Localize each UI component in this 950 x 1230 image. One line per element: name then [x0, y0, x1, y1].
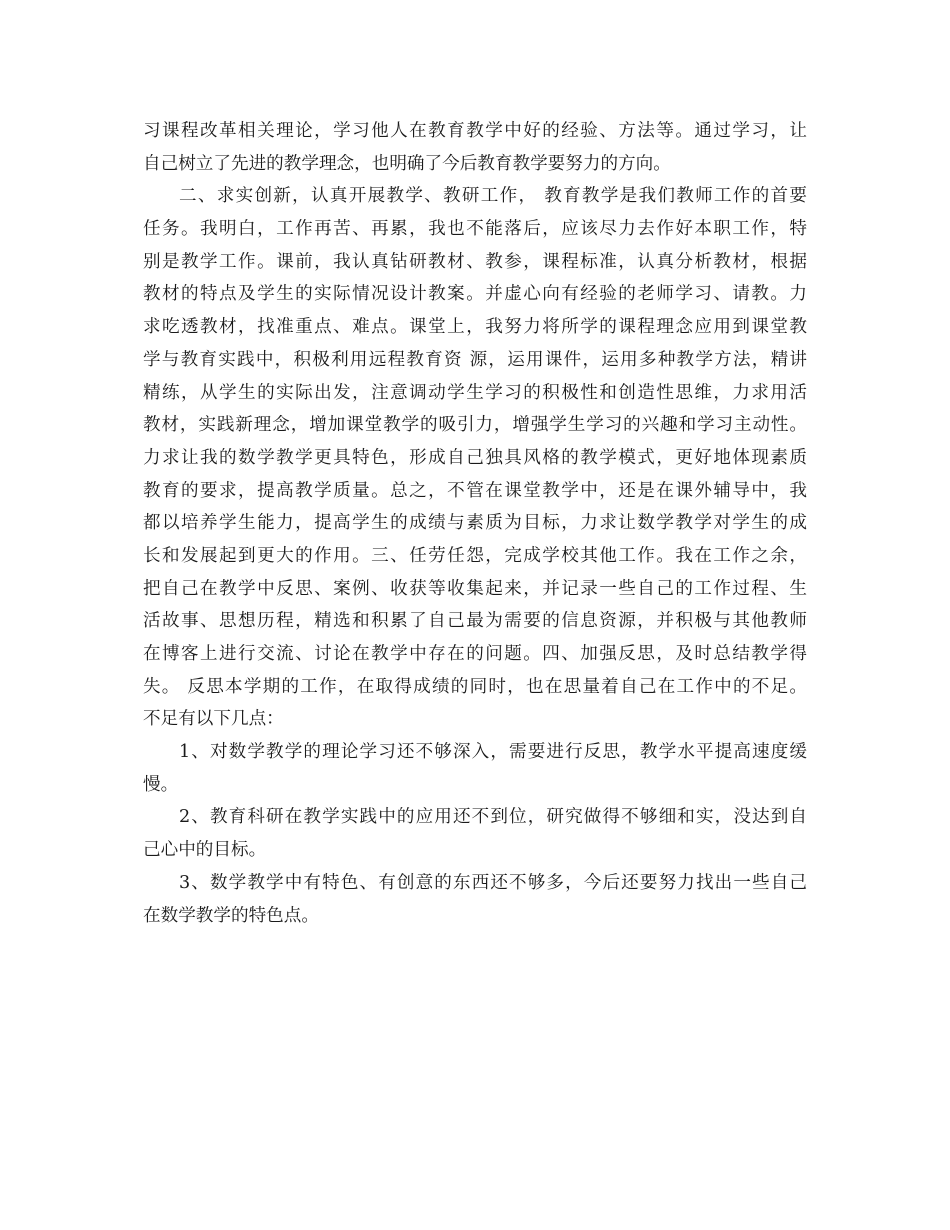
- text-line: 教育的要求，提高教学质量。总之，不管在课堂教学中，还是在课外辅导中，我: [143, 480, 807, 501]
- text-line: 力求让我的数学教学更具特色，形成自己独具风格的教学模式，更好地体现素质: [143, 447, 807, 468]
- text-line: 习课程改革相关理论，学习他人在教育教学中好的经验、方法等。通过学习，让: [143, 121, 807, 141]
- text-line: 任务。我明白，工作再苦、再累，我也不能落后，应该尽力去作好本职工作，特: [143, 219, 807, 240]
- document-body-text: [143, 115, 807, 932]
- text-line: 在博客上进行交流、讨论在教学中存在的问题。四、加强反思，及时总结教学得: [143, 644, 807, 664]
- text-line: 活故事、思想历程，精选和积累了自己最为需要的信息资源，并积极与其他教师: [143, 611, 807, 632]
- list-item-2-line: 己心中的目标。: [143, 840, 267, 861]
- text-line: 不足有以下几点：: [143, 709, 284, 730]
- text-line: 精练，从学生的实际出发，注意调动学生学习的积极性和创造性思维，力求用活: [143, 382, 807, 403]
- text-line: 长和发展起到更大的作用。三、任劳任怨，完成学校其他工作。我在工作之余，: [143, 545, 807, 566]
- text-line: 失。 反思本学期的工作，在取得成绩的同时，也在思量着自己在工作中的不足。: [143, 676, 807, 697]
- text-line: 把自己在教学中反思、案例、收获等收集起来，并记录一些自己的工作过程、生: [143, 578, 807, 599]
- text-line: 求吃透教材，找准重点、难点。课堂上，我努力将所学的课程理念应用到课堂教: [143, 317, 807, 338]
- list-item-3-line: 3、数学教学中有特色、有创意的东西还不够多，今后还要努力找出一些自己: [179, 872, 807, 893]
- list-item-2-line: 2、教育科研在教学实践中的应用还不到位，研究做得不够细和实，没达到自: [179, 807, 807, 828]
- text-line: 教材，实践新理念，增加课堂教学的吸引力，增强学生学习的兴趣和学习主动性。: [143, 415, 807, 436]
- text-line: 教材的特点及学生的实际情况设计教案。并虚心向有经验的老师学习、请教。力: [143, 284, 807, 305]
- text-line: 学与教育实践中，积极利用远程教育资 源，运用课件，运用多种教学方法，精讲: [143, 349, 807, 370]
- list-item-1-line: 慢。: [143, 774, 179, 795]
- text-line: 自己树立了先进的教学理念，也明确了今后教育教学要努力的方向。: [143, 153, 671, 174]
- list-item-3-line: 在数学教学的特色点。: [143, 905, 319, 926]
- list-item-1-line: 1、对数学教学的理论学习还不够深入，需要进行反思，教学水平提高速度缓: [179, 742, 807, 763]
- text-line: 二、求实创新，认真开展教学、教研工作， 教育教学是我们教师工作的首要: [179, 186, 807, 207]
- text-line: 别是教学工作。课前，我认真钻研教材、教参，课程标准，认真分析教材，根据: [143, 251, 807, 272]
- text-line: 都以培养学生能力，提高学生的成绩与素质为目标，力求让数学教学对学生的成: [143, 513, 807, 534]
